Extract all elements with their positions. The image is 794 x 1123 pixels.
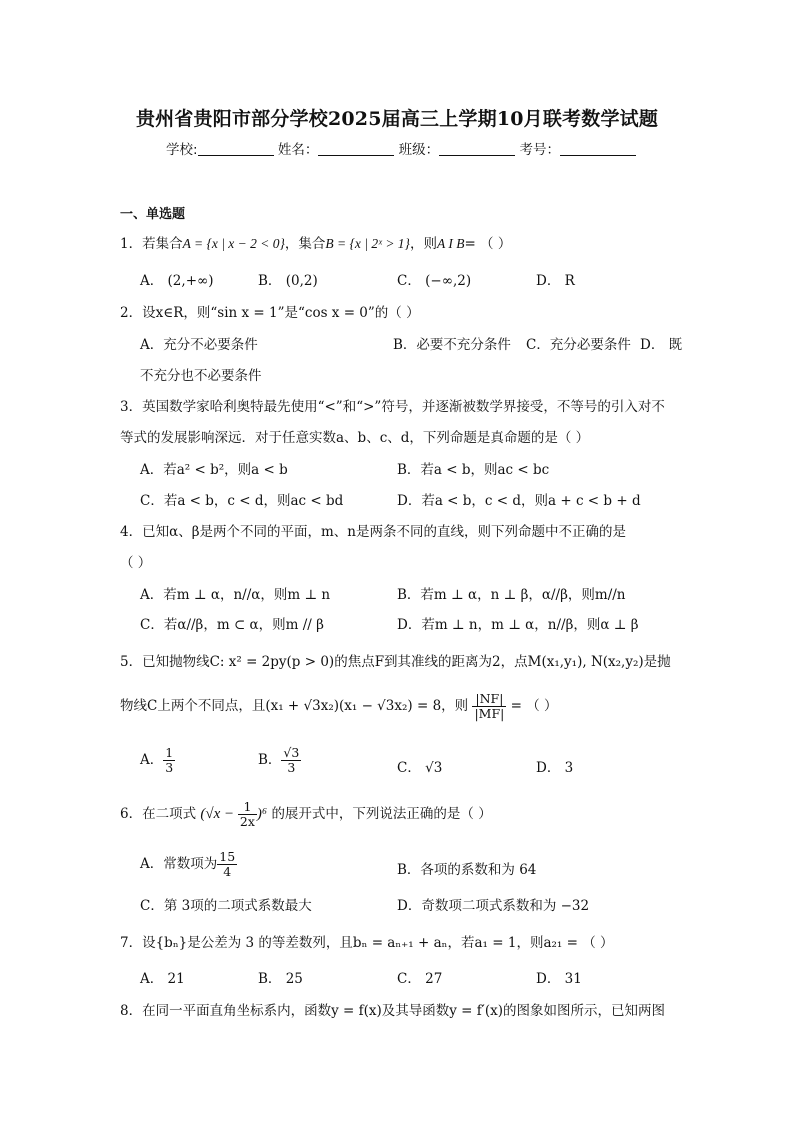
question-1-stem: 1．若集合A = {x | x − 2 < 0}，集合B = {x | 2ˣ > 1}，则A I B= （ ） — [120, 236, 512, 252]
question-5-line-2: 物线C上两个不同点，且(x₁ + √3x₂)(x₁ − √3x₂) = 8，则 $\frac{|NF|}{|MF|}$ = （ ） — [120, 691, 558, 721]
question-1-option-c: C． (−∞,2) — [397, 273, 472, 289]
question-4-option-d: D．若m ⊥ n，m ⊥ α，n//β，则α ⊥ β — [397, 617, 639, 633]
question-6-option-b: B．各项的系数和为 64 — [397, 862, 537, 878]
question-7-option-b: B． 25 — [258, 971, 303, 987]
question-6-option-d: D．奇数项二项式系数和为 −32 — [397, 898, 590, 914]
question-3-option-c: C．若a < b，c < d，则ac < bd — [140, 493, 344, 509]
question-2-option-c: C．充分必要条件 — [526, 337, 631, 353]
question-3-line-1: 3．英国数学家哈利奥特最先使用“<”和“>”符号，并逐渐被数学界接受，不等号的引入对不 — [120, 399, 665, 415]
question-4-option-a: A．若m ⊥ α，n//α，则m ⊥ n — [140, 587, 331, 603]
question-3-option-d: D．若a < b，c < d，则a + c < b + d — [397, 493, 641, 509]
question-3-option-a: A．若a² < b²，则a < b — [140, 462, 288, 478]
question-4-option-b: B．若m ⊥ α，n ⊥ β，α//β，则m//n — [397, 587, 626, 603]
question-5-option-c: C． √3 — [397, 760, 443, 776]
exam-number-label: 考号： — [519, 142, 560, 158]
question-3-line-2: 等式的发展影响深远．对于任意实数a、b、c、d，下列命题是真命题的是（ ） — [120, 430, 590, 446]
class-label: 班级： — [398, 142, 440, 158]
exam-title: 贵州省贵阳市部分学校2025届高三上学期10月联考数学试题 — [135, 108, 659, 130]
school-label: 学校: — [166, 142, 198, 158]
question-6-stem: 6．在二项式 (√x − $\frac{1}{2x}$ )⁶ 的展开式中，下列说法正确的是（ ） — [120, 799, 492, 829]
nf-over-mf-fraction: $\frac{|NF|}{|MF|}$ — [474, 691, 505, 721]
question-7-option-a: A． 21 — [140, 971, 185, 987]
question-1-option-d: D． R — [536, 273, 575, 289]
question-5-option-b: B． $\frac{√3}{3}$ — [258, 745, 300, 775]
question-1-option-b: B． (0,2) — [258, 273, 318, 289]
exam-number-blank — [560, 141, 636, 156]
question-7-option-d: D． 31 — [536, 971, 582, 987]
question-6-option-c: C．第 3项的二项式系数最大 — [140, 898, 312, 914]
question-3-option-b: B．若a < b，则ac < bc — [397, 462, 550, 478]
question-4-line-2: （ ） — [120, 555, 152, 571]
question-2-option-d: D． 既 — [640, 337, 683, 353]
name-blank — [318, 141, 394, 156]
question-1-option-a: A． (2,+∞) — [140, 273, 214, 289]
student-info-line — [166, 138, 636, 158]
question-2-option-b: B．必要不充分条件 — [393, 337, 511, 353]
question-2-option-a: A．充分不必要条件 — [140, 337, 258, 353]
question-4-option-c: C．若α//β，m ⊂ α，则m // β — [140, 617, 324, 633]
question-2-option-d-continued: 不充分也不必要条件 — [140, 368, 262, 384]
question-5-line-1: 5．已知抛物线C: x² = 2py(p > 0)的焦点F到其准线的距离为2，点M(x₁,y₁), N(x₂,y₂)是抛 — [120, 654, 671, 670]
question-8-line-1: 8．在同一平面直角坐标系内，函数y = f(x)及其导函数y = f′(x)的图象如图所示，已知两图 — [120, 1003, 665, 1019]
question-7-option-c: C． 27 — [397, 971, 443, 987]
question-7-stem: 7．设{bₙ}是公差为 3 的等差数列，且bₙ = aₙ₊₁ + aₙ，若a₁ = 1，则a₂₁ = （ ） — [120, 935, 614, 951]
question-6-option-a: A．常数项为 $\frac{15}{4}$ — [140, 849, 236, 879]
school-blank — [198, 141, 274, 156]
question-2-stem: 2．设x∈R，则“sin x = 1”是“cos x = 0”的（ ） — [120, 305, 420, 321]
question-5-option-a: A． $\frac{1}{3}$ — [140, 745, 174, 775]
question-5-option-d: D． 3 — [536, 760, 574, 776]
question-4-line-1: 4．已知α、β是两个不同的平面，m、n是两条不同的直线，则下列命题中不正确的是 — [120, 524, 627, 540]
class-blank — [439, 141, 515, 156]
section-heading: 一、单选题 — [120, 207, 186, 222]
name-label: 姓名： — [277, 142, 319, 158]
